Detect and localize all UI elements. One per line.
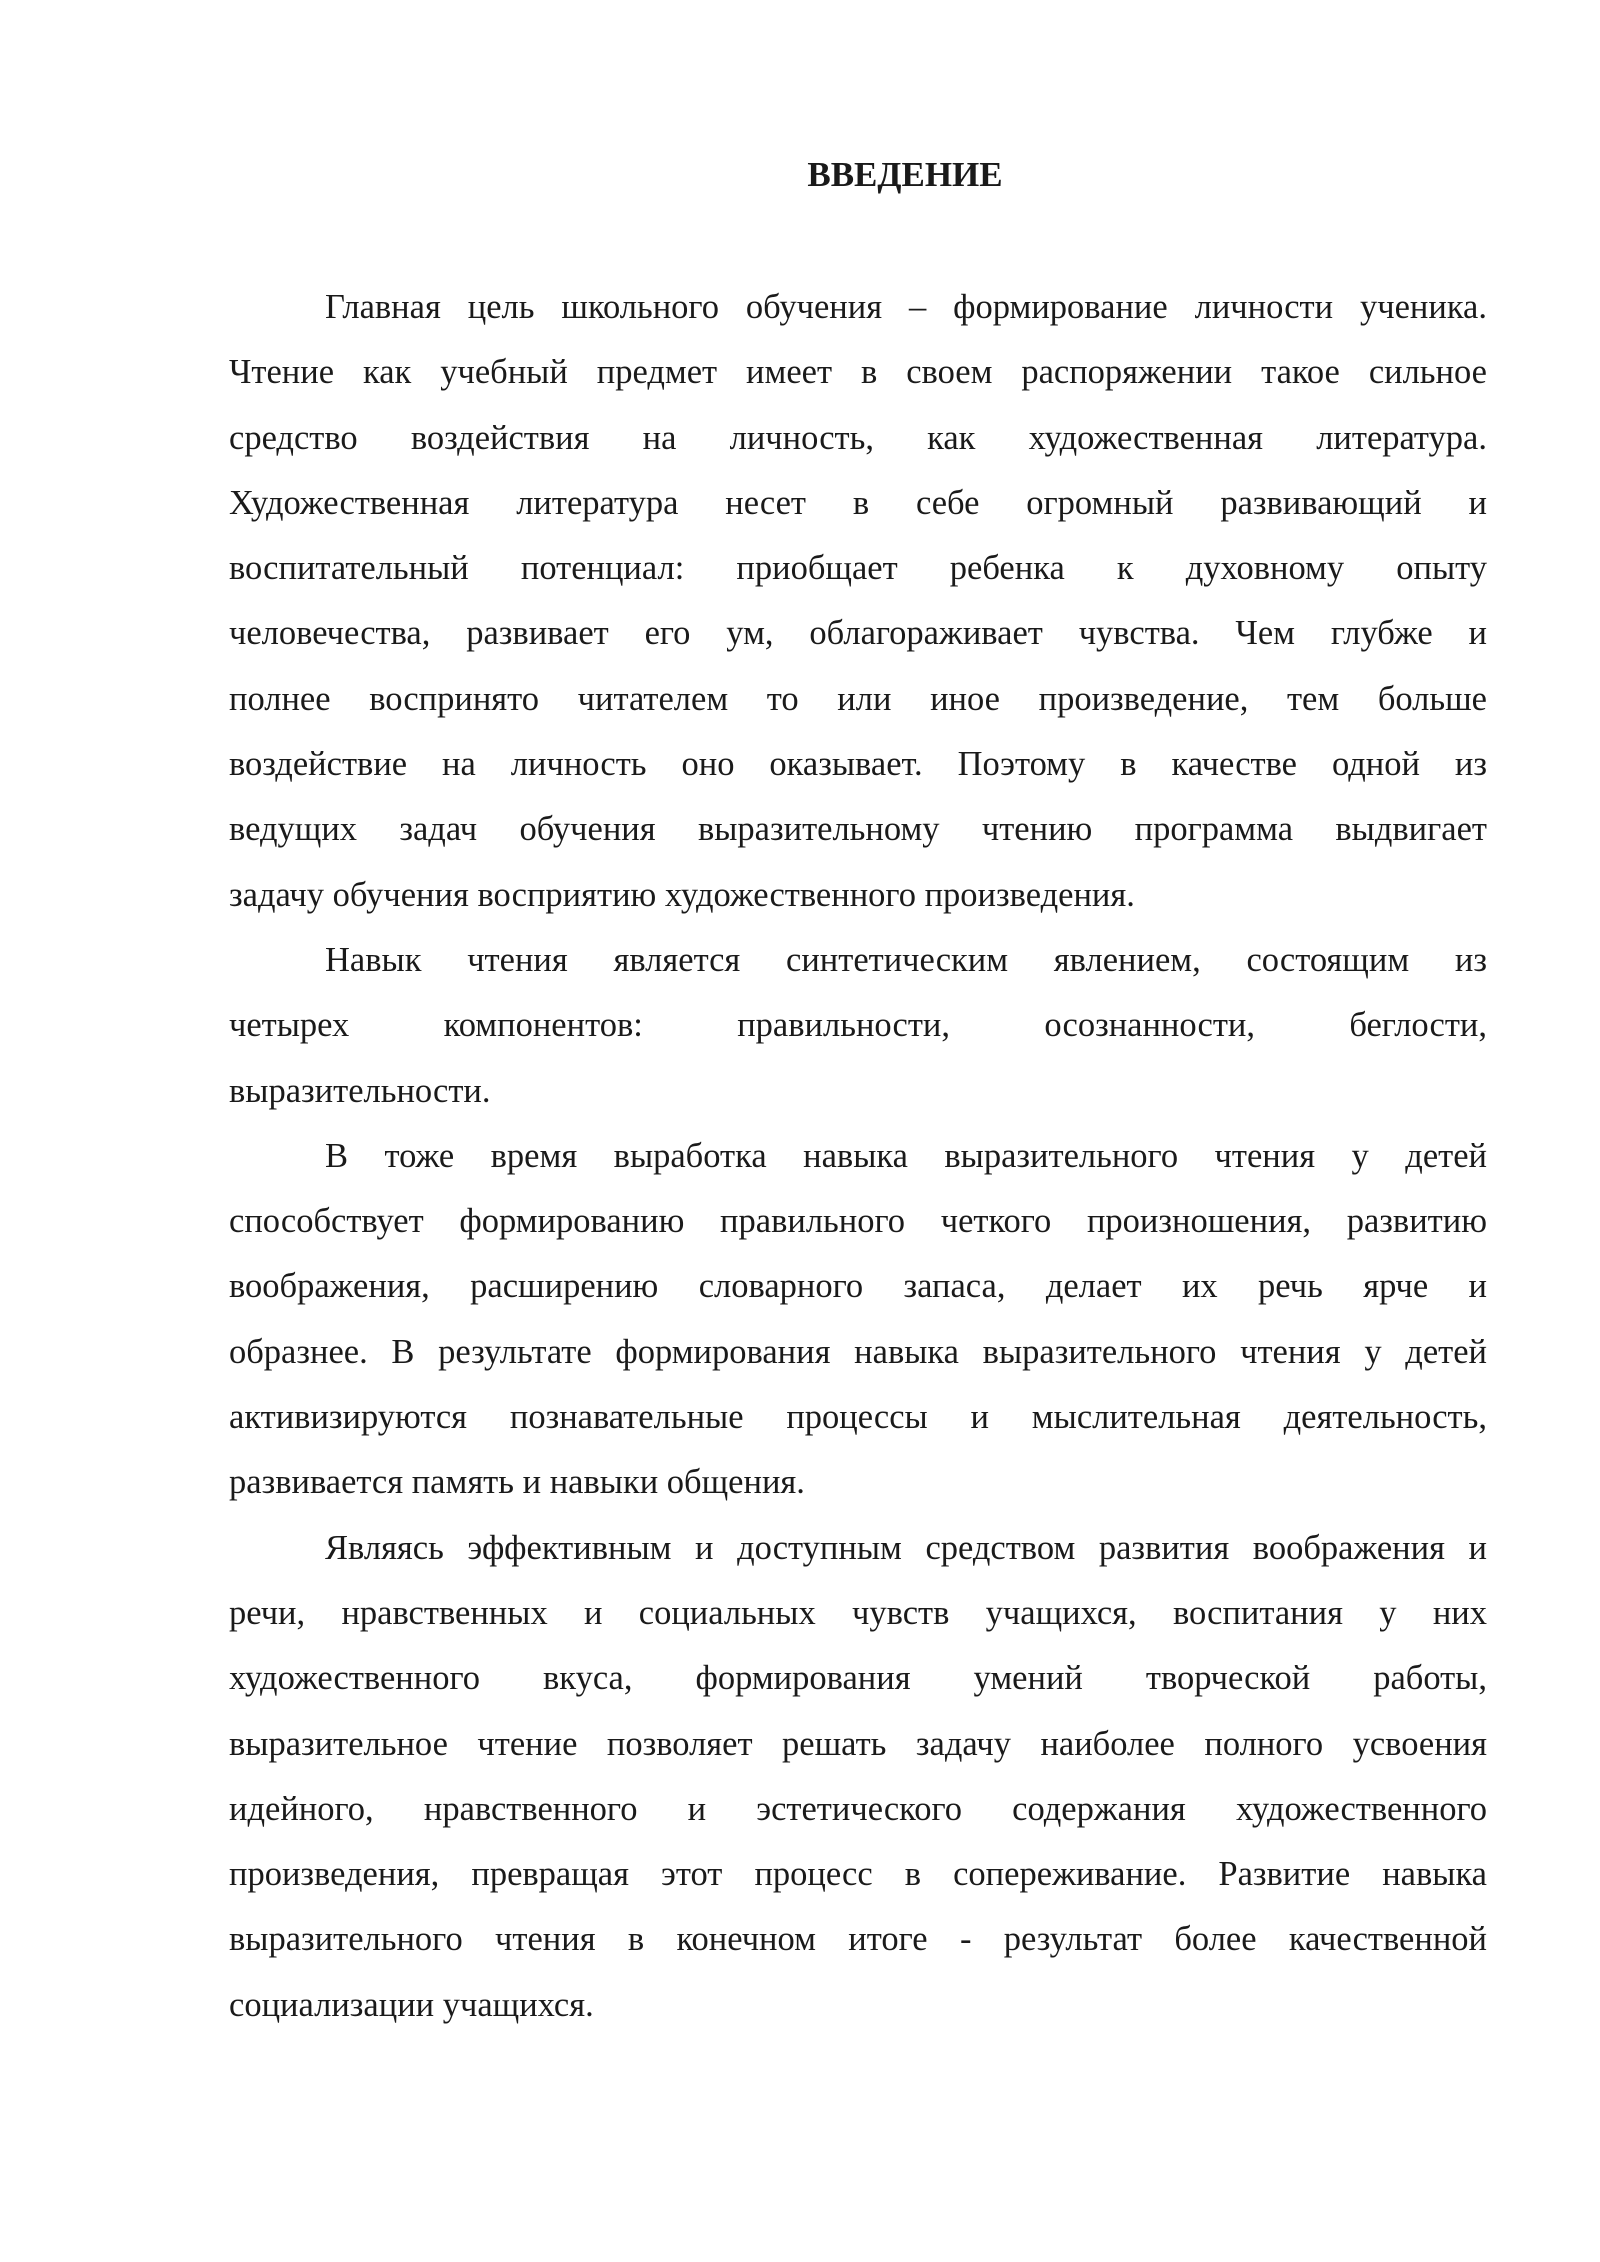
page-title: ВВЕДЕНИЕ [807, 155, 1003, 194]
paragraph-2 [229, 935, 1487, 1131]
text-line: идейного, нравственного и эстетического содержания художественного [229, 1789, 1487, 1828]
text-line: социализации учащихся. [229, 1985, 594, 2024]
text-line: выразительное чтение позволяет решать задачу наиболее полного усвоения [229, 1724, 1487, 1763]
text-line: выразительного чтения в конечном итоге - результат более качественной [229, 1920, 1487, 1959]
text-line: развивается память и навыки общения. [229, 1463, 805, 1502]
text-line: воздействие на личность оно оказывает. Поэтому в качестве одной из [229, 745, 1487, 784]
text-line: Главная цель школьного обучения – формирование личности ученика. [325, 288, 1487, 326]
document-body [229, 282, 1487, 2045]
paragraph-4 [229, 1523, 1487, 2045]
text-line: ведущих задач обучения выразительному чтению программа выдвигает [229, 810, 1487, 849]
text-line: четырех компонентов: правильности, осознанности, беглости, [229, 1006, 1487, 1045]
text-line: образнее. В результате формирования навыка выразительного чтения у детей [229, 1332, 1487, 1371]
text-line: произведения, превращая этот процесс в сопереживание. Развитие навыка [229, 1855, 1487, 1894]
text-line: полнее воспринято читателем то или иное произведение, тем больше [229, 679, 1487, 718]
text-line: выразительности. [229, 1071, 491, 1110]
text-line: человечества, развивает его ум, облагораживает чувства. Чем глубже и [229, 614, 1487, 653]
text-line: В тоже время выработка навыка выразительного чтения у детей [325, 1136, 1487, 1175]
text-line: Чтение как учебный предмет имеет в своем распоряжении такое сильное [229, 353, 1487, 392]
text-line: Являясь эффективным и доступным средством развития воображения и [325, 1528, 1487, 1567]
text-line: активизируются познавательные процессы и мыслительная деятельность, [229, 1398, 1487, 1437]
paragraph-1 [229, 282, 1487, 935]
text-line: воспитательный потенциал: приобщает ребенка к духовному опыту [229, 549, 1487, 588]
text-line: задачу обучения восприятию художественного произведения. [229, 875, 1135, 914]
text-line: художественного вкуса, формирования умений творческой работы, [229, 1659, 1487, 1698]
paragraph-3 [229, 1131, 1487, 1523]
text-line: Художественная литература несет в себе огромный развивающий и [229, 483, 1487, 522]
text-line: средство воздействия на личность, как художественная литература. [229, 418, 1487, 457]
text-line: воображения, расширению словарного запаса, делает их речь ярче и [229, 1267, 1487, 1306]
text-line: способствует формированию правильного четкого произношения, развитию [229, 1202, 1487, 1241]
text-line: Навык чтения является синтетическим явлением, состоящим из [325, 940, 1487, 979]
text-line: речи, нравственных и социальных чувств учащихся, воспитания у них [229, 1593, 1487, 1632]
